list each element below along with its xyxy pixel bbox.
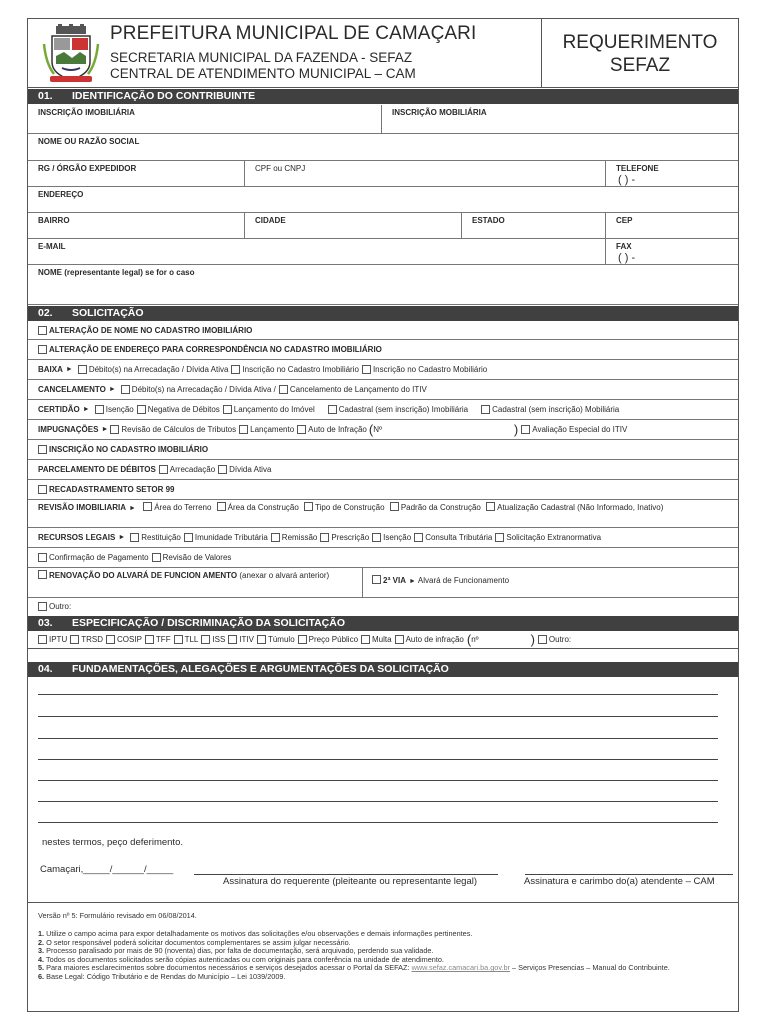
row-recursos-legais: RECURSOS LEGAIS ► Restituição Imunidade Tributária Remissão Prescrição Isenção Consulta Tributária Solicitação Extranormativa xyxy=(28,528,738,548)
checkbox[interactable] xyxy=(495,533,504,542)
field-email[interactable]: E-MAIL xyxy=(28,239,605,265)
writing-line[interactable] xyxy=(38,759,718,760)
field-inscricao-mobiliaria[interactable]: INSCRIÇÃO MOBILIÁRIA xyxy=(382,105,738,134)
checkbox[interactable] xyxy=(121,385,130,394)
signature-label-atendente: Assinatura e carimbo do(a) atendente – CAM xyxy=(524,876,715,887)
checkbox[interactable] xyxy=(218,465,227,474)
section-01-header: 01. IDENTIFICAÇÃO DO CONTRIBUINTE xyxy=(28,89,738,104)
field-endereco[interactable]: ENDEREÇO xyxy=(28,187,738,213)
row-certidao: CERTIDÃO ► Isenção Negativa de Débitos Lançamento do Imóvel Cadastral (sem inscrição) Imobiliária Cadastral (sem inscrição) Mobiliária xyxy=(28,400,738,420)
field-inscricao-imobiliaria[interactable]: INSCRIÇÃO IMOBILIÁRIA xyxy=(28,105,381,134)
form-frame xyxy=(27,18,739,1012)
checkbox[interactable] xyxy=(106,635,115,644)
checkbox[interactable] xyxy=(298,635,307,644)
section-03-header: 03. ESPECIFICAÇÃO / DISCRIMINAÇÃO DA SOLICITAÇÃO xyxy=(28,616,738,631)
checkbox[interactable] xyxy=(145,635,154,644)
writing-line[interactable] xyxy=(38,822,718,823)
version-note: Versão nº 5: Formulário revisado em 06/08/2014. xyxy=(38,911,197,920)
footer-notes: 1. Utilize o campo acima para expor detalhadamente os motivos das solicitações e/ou observações e demais informações pertinentes. 2. O setor responsável poderá solicitar documentos complementares se assim julgar necessário. 3. Processo paralisado por mais de 90 (noventa) dias, por falta de documentação, será arquivado, perdendo sua validade. 4. Todos os documentos solicitados serão cópias autenticadas ou com originais para conferência na unidade de atendimento. 5. Para maiores esclarecimentos sobre documentos necessários e serviços desejados acessar o Portal da SEFAZ: www.sefaz.camacari.ba.gov.br – Serviços Presencias – Manual do Contribuinte. 6. Base Legal: Código Tributário e de Rendas do Município – Lei 1039/2009. xyxy=(38,929,670,981)
opt-recadastramento: RECADASTRAMENTO SETOR 99 xyxy=(28,480,738,500)
checkbox[interactable] xyxy=(110,425,119,434)
section-02-header: 02. SOLICITAÇÃO xyxy=(28,306,738,321)
field-cep[interactable]: CEP xyxy=(606,213,738,239)
checkbox[interactable] xyxy=(38,326,47,335)
form-type-title: REQUERIMENTO SEFAZ xyxy=(562,32,718,76)
field-estado[interactable]: ESTADO xyxy=(462,213,605,239)
checkbox[interactable] xyxy=(159,465,168,474)
sefaz-portal-link[interactable]: www.sefaz.camacari.ba.gov.br xyxy=(411,963,510,973)
opt-alteracao-endereco: ALTERAÇÃO DE ENDEREÇO PARA CORRESPONDÊNCIA NO CADASTRO IMOBILIÁRIO xyxy=(28,340,738,360)
date-field[interactable]: Camaçari,_____/______/_____ xyxy=(40,864,174,875)
office-subtitle: CENTRAL DE ATENDIMENTO MUNICIPAL – CAM xyxy=(110,66,416,81)
checkbox[interactable] xyxy=(137,405,146,414)
checkbox[interactable] xyxy=(271,533,280,542)
field-nome-representante[interactable]: NOME (representante legal) se for o caso xyxy=(28,265,738,305)
row-parcelamento: PARCELAMENTO DE DÉBITOS Arrecadação Dívida Ativa xyxy=(28,460,738,480)
checkbox[interactable] xyxy=(143,502,152,511)
checkbox[interactable] xyxy=(38,345,47,354)
checkbox[interactable] xyxy=(538,635,547,644)
form-header xyxy=(28,19,738,88)
field-cidade[interactable]: CIDADE xyxy=(245,213,461,239)
arrow-right-icon: ► xyxy=(101,426,109,433)
checkbox[interactable] xyxy=(372,533,381,542)
field-fax[interactable]: FAX xyxy=(606,239,738,265)
divider xyxy=(28,902,738,903)
writing-line[interactable] xyxy=(38,716,718,717)
checkbox[interactable] xyxy=(279,385,288,394)
checkbox[interactable] xyxy=(38,445,47,454)
writing-line[interactable] xyxy=(38,801,718,802)
row-impugnacoes: IMPUGNAÇÕES ► Revisão de Cálculos de Tributos Lançamento Auto de Infração ( Nº ) Avaliação Especial do ITIV xyxy=(28,420,738,440)
checkbox[interactable] xyxy=(38,570,47,579)
checkbox[interactable] xyxy=(152,553,161,562)
deferimento-text: nestes termos, peço deferimento. xyxy=(42,837,183,848)
writing-line[interactable] xyxy=(38,780,718,781)
checkbox[interactable] xyxy=(361,635,370,644)
checkbox[interactable] xyxy=(174,635,183,644)
checkbox[interactable] xyxy=(372,575,381,584)
checkbox[interactable] xyxy=(201,635,210,644)
checkbox[interactable] xyxy=(328,405,337,414)
fax-mask: ( ) - xyxy=(618,252,636,264)
arrow-right-icon: ► xyxy=(129,505,136,512)
checkbox[interactable] xyxy=(395,635,404,644)
checkbox[interactable] xyxy=(257,635,266,644)
checkbox[interactable] xyxy=(304,502,313,511)
arrow-right-icon: ► xyxy=(82,406,90,413)
municipality-title: PREFEITURA MUNICIPAL DE CAMAÇARI xyxy=(110,23,477,44)
field-rg[interactable]: RG / ÓRGÃO EXPEDIDOR xyxy=(28,161,244,187)
row-confirmacao: Confirmação de Pagamento Revisão de Valores xyxy=(28,548,738,568)
checkbox[interactable] xyxy=(320,533,329,542)
row-revisao-imobiliaria: REVISÃO IMOBILIARIA ► Área do Terreno Área da Construção Tipo de Construção Padrão da Construção Atualização Cadastral (Não Informado, Inativo) xyxy=(28,500,738,528)
checkbox[interactable] xyxy=(217,502,226,511)
section-04-header: 04. FUNDAMENTAÇÕES, ALEGAÇÕES E ARGUMENTAÇÕES DA SOLICITAÇÃO xyxy=(28,662,738,677)
checkbox[interactable] xyxy=(38,635,47,644)
opt-alteracao-nome: ALTERAÇÃO DE NOME NO CADASTRO IMOBILIÁRIO xyxy=(28,321,738,340)
checkbox[interactable] xyxy=(184,533,193,542)
signature-line-requerente[interactable] xyxy=(194,874,498,875)
checkbox[interactable] xyxy=(297,425,306,434)
checkbox[interactable] xyxy=(95,405,104,414)
row-cancelamento: CANCELAMENTO ► Débito(s) na Arrecadação / Dívida Ativa / Cancelamento de Lançamento do ITIV xyxy=(28,380,738,400)
checkbox[interactable] xyxy=(521,425,530,434)
row-especificacao: IPTU TRSD COSIP TFF TLL ISS ITIV Túmulo Preço Público Multa Auto de infração ( nº ) Outro: xyxy=(28,631,738,649)
checkbox[interactable] xyxy=(78,365,87,374)
checkbox[interactable] xyxy=(38,553,47,562)
secretariat-subtitle: SECRETARIA MUNICIPAL DA FAZENDA - SEFAZ xyxy=(110,50,413,65)
checkbox[interactable] xyxy=(481,405,490,414)
checkbox[interactable] xyxy=(38,602,47,611)
field-telefone[interactable]: TELEFONE xyxy=(606,161,738,187)
signature-line-atendente[interactable] xyxy=(525,874,733,875)
field-nome-razao-social[interactable]: NOME OU RAZÃO SOCIAL xyxy=(28,134,738,161)
checkbox[interactable] xyxy=(414,533,423,542)
checkbox[interactable] xyxy=(239,425,248,434)
arrow-right-icon: ► xyxy=(408,578,416,585)
checkbox[interactable] xyxy=(486,502,495,511)
arrow-right-icon: ► xyxy=(118,534,126,541)
checkbox[interactable] xyxy=(390,502,399,511)
municipal-coat-of-arms-icon xyxy=(42,24,100,84)
checkbox[interactable] xyxy=(70,635,79,644)
arrow-right-icon: ► xyxy=(65,366,73,373)
row-baixa: BAIXA ► Débito(s) na Arrecadação / Dívida Ativa Inscrição no Cadastro Imobiliário Inscrição no Cadastro Mobiliário xyxy=(28,360,738,380)
checkbox[interactable] xyxy=(362,365,371,374)
writing-line[interactable] xyxy=(38,738,718,739)
row-renovacao-alvara: RENOVAÇÃO DO ALVARÁ DE FUNCION AMENTO (anexar o alvará anterior) 2ª VIA ► Alvará de Funcionamento xyxy=(28,568,738,598)
row-outro: Outro: xyxy=(28,598,738,615)
phone-mask: ( ) - xyxy=(618,174,636,186)
arrow-right-icon: ► xyxy=(108,386,116,393)
signature-label-requerente: Assinatura do requerente (pleiteante ou representante legal) xyxy=(223,876,478,887)
writing-line[interactable] xyxy=(38,694,718,695)
field-bairro[interactable]: BAIRRO xyxy=(28,213,244,239)
checkbox[interactable] xyxy=(130,533,139,542)
checkbox[interactable] xyxy=(38,485,47,494)
opt-inscricao-cadastro: INSCRIÇÃO NO CADASTRO IMOBILIÁRIO xyxy=(28,440,738,460)
checkbox[interactable] xyxy=(231,365,240,374)
field-cpf-cnpj[interactable]: CPF ou CNPJ xyxy=(245,161,605,187)
checkbox[interactable] xyxy=(223,405,232,414)
checkbox[interactable] xyxy=(228,635,237,644)
